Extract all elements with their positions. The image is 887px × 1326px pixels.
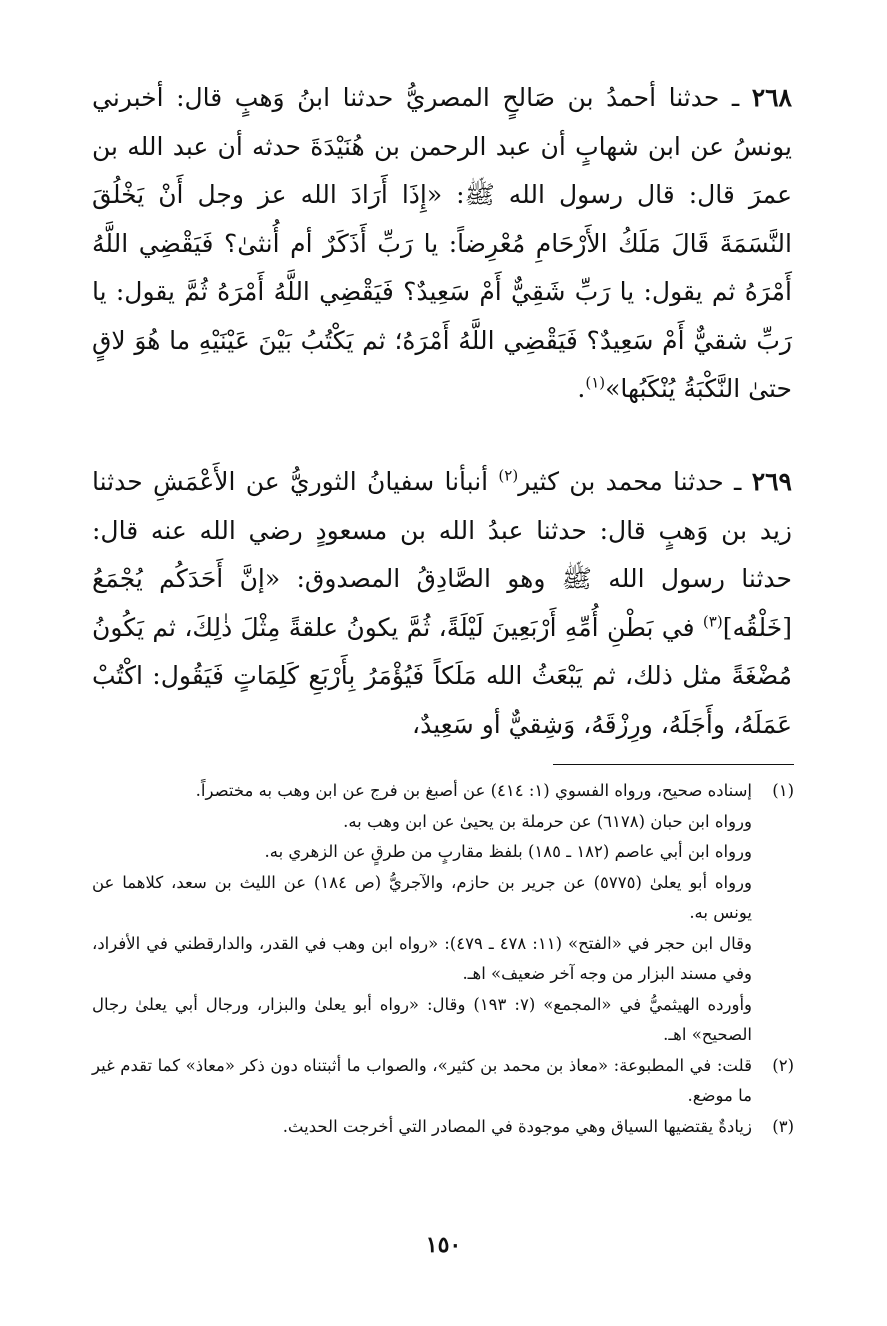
footnote-2: [92, 1051, 794, 1112]
footnote-paragraph: ورواه ابن أبي عاصم (١٨٢ ـ ١٨٥) بلفظ مقاربٍ من طرقٍ عن الزهري به.: [264, 842, 752, 861]
footnote-3: [92, 1112, 794, 1143]
footnote-paragraph: إسناده صحيح، ورواه الفسوي (١: ٤١٤) عن أصبغ بن فرج عن ابن وهب به مختصراً.: [195, 781, 752, 800]
hadith-text: ـ حدثنا أحمدُ بن صَالحٍ المصريُّ حدثنا ابنُ وَهبٍ قال: أخبرني يونسُ عن ابن شهابٍ أن عبد الرحمن بن هُنَيْدَةَ حدثه أن عبد الله بن عمرَ قال: قال رسول الله ﷺ: «إِذَا أَرَادَ الله عز وجل أَنْ يَخْلُقَ النَّسَمَةَ قَالَ مَلَكُ الأَرْحَامِ مُعْرِضاً: يا رَبِّ أَذَكَرٌ أم أُنثىٰ؟ فَيَقْضِي اللَّهُ أَمْرَهُ ثم يقول: يا رَبِّ شَقِيٌّ أَمْ سَعِيدٌ؟ فَيَقْضِي اللَّهُ أَمْرَهُ ثُمَّ يقول: يا رَبِّ شقيٌّ أَمْ سَعِيدٌ؟ فَيَقْضِي اللَّهُ أَمْرَهُ؛ ثم يَكْتُبُ بَيْنَ عَيْنَيْهِ ما هُوَ لاقٍ حتىٰ النَّكْبَةُ يُنْكَبُها»: [92, 83, 792, 403]
footnote-paragraph: ورواه ابن حبان (٦١٧٨) عن حرملة بن يحيىٰ عن ابن وهب به.: [343, 811, 752, 831]
hadith-text: في بَطْنِ أُمِّهِ أَرْبَعِينَ لَيْلَةً، ثُمَّ يكونُ علقةً مِثْلَ ذٰلِكَ، ثم يَكُونُ مُضْغَةً مثل ذلك، ثم يَبْعَثُ الله مَلَكاً فَيُؤْمَرُ بِأَرْبَعِ كَلِمَاتٍ فَيَقُول: اكْتُبْ عَمَلَهُ، وأَجَلَهُ، ورِزْقَهُ، وَشِقيٌّ أو سَعِيدٌ،: [92, 612, 792, 739]
footnote-body: [92, 1051, 752, 1112]
footnote-paragraph: وقال ابن حجر في «الفتح» (١١: ٤٧٨ ـ ٤٧٩): «رواه ابن وهب في القدر، والدارقطني في الأفراد، وفي مسند البزار من وجه آخر ضعيف» اهـ.: [92, 933, 752, 983]
footnote-mark: (٢): [772, 1055, 794, 1075]
hadith-text: أنبأنا سفيانُ الثوريُّ عن الأَعْمَشِ حدثنا زيد بن وَهبٍ قال: حدثنا عبدُ الله بن مسعودٍ رضي الله عنه قال: حدثنا رسول الله ﷺ وهو الصَّادِقُ المصدوق: «إنَّ أَحَدَكُم يُجْمَعُ [خَلْقُه]: [92, 467, 792, 642]
footnote-ref[interactable]: (١): [585, 373, 606, 392]
footnote-mark: (٣): [772, 1116, 794, 1136]
footnote-paragraph: زيادةٌ يقتضيها السياق وهي موجودة في المصادر التي أخرجت الحديث.: [282, 1116, 752, 1136]
hadith-number: ٢٦٩: [751, 467, 792, 496]
footnote-paragraph: وأورده الهيثميُّ في «المجمع» (٧: ١٩٣) وقال: «رواه أبو يعلىٰ والبزار، ورجال أبي يعلىٰ رجال الصحيح» اهـ.: [92, 994, 752, 1044]
footnote-paragraph: قلت: في المطبوعة: «معاذ بن محمد بن كثير»، والصواب ما أثبتناه دون ذكر «معاذ» كما تقدم غير ما موضع.: [92, 1055, 752, 1105]
page-number: ١٥٠: [425, 1232, 462, 1258]
footnote-ref[interactable]: (٣): [702, 612, 723, 631]
footnote-separator: [553, 764, 794, 765]
footnote-body: [92, 776, 752, 1051]
hadith-number: ٢٦٨: [751, 83, 792, 112]
footnote-ref[interactable]: (٢): [498, 466, 519, 485]
footnote-1: [92, 776, 794, 1051]
footnotes: [92, 776, 794, 1142]
hadith-end: .: [577, 374, 586, 403]
footnote-body: [92, 1112, 752, 1143]
hadith-268: [92, 74, 792, 414]
hadith-text: ـ حدثنا محمد بن كثير: [518, 467, 752, 496]
hadith-269: [92, 458, 792, 749]
footnote-mark: (١): [772, 781, 794, 800]
footnote-paragraph: ورواه أبو يعلىٰ (٥٧٧٥) عن جرير بن حازم، والآجريُّ (ص ١٨٤) عن الليث بن سعد، كلاهما عن يونس به.: [92, 872, 752, 922]
